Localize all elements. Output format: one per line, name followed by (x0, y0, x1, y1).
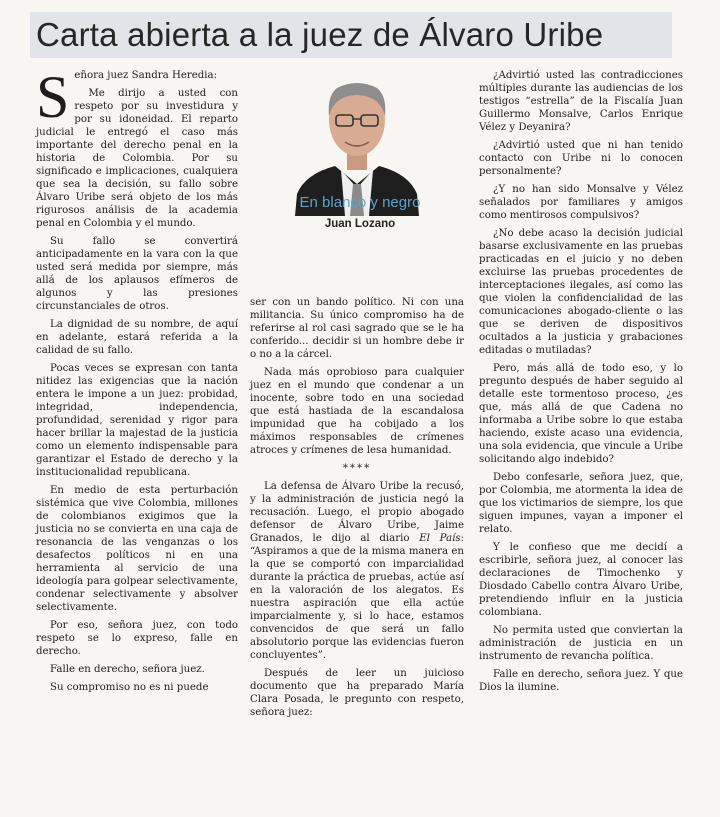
author-block (255, 66, 465, 286)
paragraph-22: Falle en derecho, señora juez. Y que Dios la ilumine. (479, 669, 683, 693)
section-name: En blanco y negro (299, 194, 421, 211)
salutation: eñora juez Sandra Heredia: (74, 70, 218, 81)
newspaper-name: El País (419, 533, 461, 544)
paragraph-9: Su compromiso no es ni puede (50, 682, 209, 693)
paragraph-12 (250, 480, 464, 662)
paragraph-14: ¿Advirtió usted las contradicciones múltiples durante las audiencias de los testigos “estrella” de la Fiscalía Juan Guillermo Monsalve, Carlos Enrique Vélez y Deyanira? (479, 70, 683, 133)
paragraph-8: Falle en derecho, señora juez. (50, 664, 205, 675)
paragraph-20: Y le confieso que me decidí a escribirle, señora juez, al conocer las declaraciones de Timochenko y Diosdado Cabello contra Álvaro Uribe, pretendiendo influir en la justicia colombiana. (479, 542, 683, 618)
paragraph-13: Después de leer un juicioso documento que ha preparado María Clara Posada, le pregunto con respeto, señora juez: (250, 668, 464, 718)
column-2 (250, 296, 464, 724)
paragraph-5: Pocas veces se expresan con tanta nitidez las exigencias que la nación entera le impone a un juez: probidad, integridad, independencia, profundidad, serenidad y rigor para hacer brillar la majestad de la justicia como un elemento indispensable para garantizar el Estado de derecho y la institucionalidad republicana. (36, 363, 238, 478)
column-1 (36, 64, 238, 699)
paragraph-2: Me dirijo a usted con respeto por su investidura y por su idoneidad. El reparto judicial le entregó el caso más importante del derecho penal en la historia de Colombia. Por su significado e implicaciones, cualquiera que sea la decisión, su fallo sobre Álvaro Uribe será objeto de los más rigurosos análisis de la academia penal en Colombia y el mundo. (36, 88, 238, 229)
paragraph-16: ¿Y no han sido Monsalve y Vélez señalados por familiares y amigos como mentirosos compulsivos? (479, 184, 683, 221)
author-name: Juan Lozano (324, 218, 396, 230)
paragraph-12-part-b: : “Aspiramos a que de la misma manera en la que se comportó con imparcialidad durante la práctica de pruebas, actúe así en la valoración de los alegatos. Es nuestra aspiración que ella actúe imparcialmente y, si lo hace, estamos convencidos de que será un fallo absolutorio porque las evidencias fueron concluyentes”. (250, 533, 465, 661)
paragraph-1 (36, 64, 238, 130)
paragraph-10: ser con un bando político. Ni con una militancia. Su único compromiso ha de referirse al rol casi sagrado que se le ha conferido... decidir si un hombre debe ir o no a la cárcel. (250, 297, 464, 360)
section-separator: **** (342, 463, 372, 474)
paragraph-18: Pero, más allá de todo eso, y lo pregunto después de haber seguido al detalle este tormentoso proceso, ¿es que, más allá de que Cadena no informaba a Uribe sobre lo que estaba haciendo, existe acaso una evidencia, una sola evidencia, que vincule a Uribe solicitando algo indebido? (479, 363, 683, 465)
paragraph-11: Nada más oprobioso para cualquier juez en el mundo que condenar a un inocente, sobre todo en una sociedad que está hastiada de la escandalosa impunidad que ha cobijado a los máximos responsables de crímenes atroces y crímenes de lesa humanidad. (250, 367, 464, 456)
paragraph-4: La dignidad de su nombre, de aquí en adelante, estará referida a la calidad de su fallo. (36, 319, 238, 356)
paragraph-15: ¿Advirtió usted que ni han tenido contacto con Uribe ni lo conocen personalmente? (479, 140, 683, 177)
paragraph-6: En medio de esta perturbación sistémica que vive Colombia, millones de colombianos exigimos que la justicia no se convierta en una caja de resonancia de las venganzas o los desafectos políticos ni en una herramienta al servicio de una ideología para golpear selectivamente, condenar selectivamente y absolver selectivamente. (36, 485, 238, 613)
paragraph-7: Por eso, señora juez, con todo respeto se lo expreso, falle en derecho. (36, 620, 238, 657)
paragraph-12-part-a: La defensa de Álvaro Uribe la recusó, y la administración de justicia negó la recusación. Luego, el propio abogado defensor de Álvaro Uribe, Jaime Granados, le dijo al diario (250, 481, 464, 544)
paragraph-17: ¿No debe acaso la decisión judicial basarse exclusivamente en las pruebas practicadas en el juicio y no deben excluirse las pruebas procedentes de interceptaciones ilegales, así como las que violen la confidencialidad de las comunicaciones abogado-cliente o las que se deriven de dispositivos ocultados a la justicia y grabaciones editadas o mutiladas? (479, 228, 683, 356)
paragraph-21: No permita usted que conviertan la administración de justicia en un instrumento de revancha política. (479, 625, 683, 662)
paragraph-3: Su fallo se convertirá anticipadamente en la vara con la que usted será medida por siempre, más allá de los aplausos efímeros de algunos y las presiones circunstanciales de otros. (36, 236, 238, 312)
dropcap: S (36, 64, 70, 130)
column-3 (479, 69, 683, 699)
headline: Carta abierta a la juez de Álvaro Uribe (36, 16, 604, 53)
paragraph-19: Debo confesarle, señora juez, que, por Colombia, me atormenta la idea de que los victimarios de siempre, los que siguen impunes, vayan a imponer el relato. (479, 472, 683, 535)
